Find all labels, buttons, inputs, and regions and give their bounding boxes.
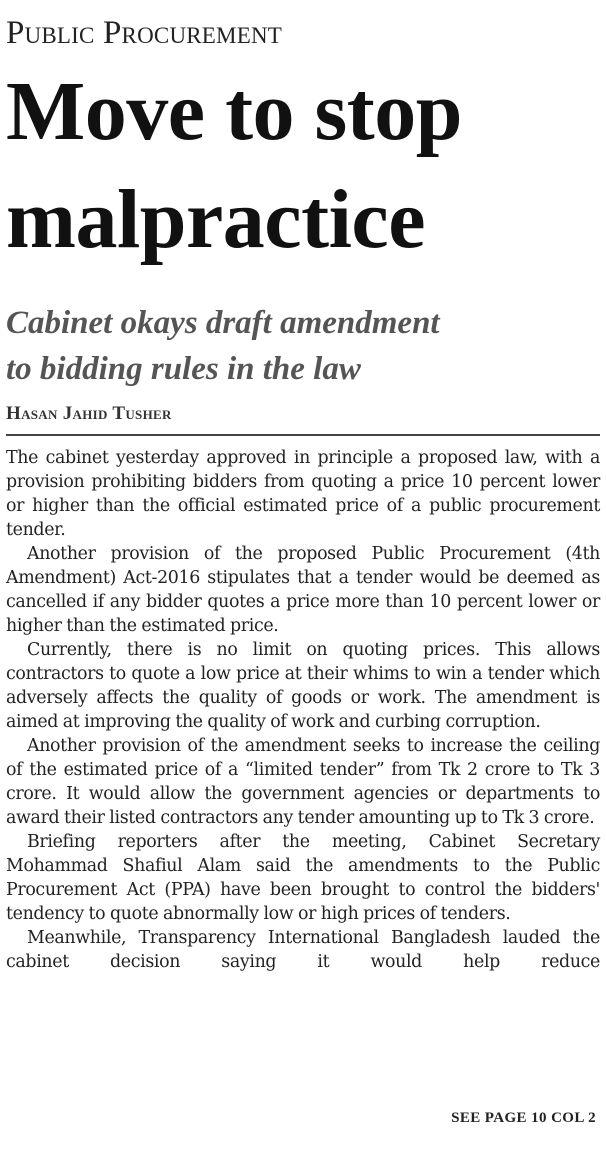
headline-line-2: malpractice xyxy=(6,173,425,266)
paragraph-2: Another provision of the proposed Public Procurement (4th Amendment) Act-2016 stipulates that a tender would be deemed as cancelled if any bidder quotes a price more than 10 percent lower or higher than the estimated price. xyxy=(6,544,600,636)
paragraph-6: Meanwhile, Transparency International Bangladesh lauded the cabinet decision saying it would help reduce xyxy=(6,928,600,972)
headline-line-1: Move to stop xyxy=(6,65,462,158)
paragraph-3: Currently, there is no limit on quoting prices. This allows contractors to quote a low price at their whims to win a tender which adversely affects the quality of goods or work. The amendment is aimed at improving the quality of work and curbing corruption. xyxy=(6,640,600,732)
byline: Hasan Jahid Tusher xyxy=(6,403,172,424)
subheadline-line-2: to bidding rules in the law xyxy=(6,351,361,387)
paragraph-4: Another provision of the amendment seeks to increase the ceiling of the estimated price of a “limited tender” from Tk 2 crore to Tk 3 crore. It would allow the government agencies or departments to award their listed contractors any tender amounting up to Tk 3 crore. xyxy=(6,736,600,828)
continued-on-page-link[interactable]: SEE PAGE 10 COL 2 xyxy=(451,1110,596,1126)
section-kicker: Public Procurement xyxy=(6,15,283,51)
divider-rule xyxy=(6,434,600,436)
paragraph-1: The cabinet yesterday approved in principle a proposed law, with a provision prohibiting bidders from quoting a price 10 percent lower or higher than the official estimated price of a public procurement tender. xyxy=(6,448,600,540)
paragraph-5: Briefing reporters after the meeting, Cabinet Secretary Mohammad Shafiul Alam said the amendments to the Public Procurement Act (PPA) have been brought to control the bidders' tendency to quote abnormally low or high prices of tenders. xyxy=(6,832,600,924)
subheadline xyxy=(6,300,600,392)
headline xyxy=(6,58,600,274)
article-body xyxy=(6,446,600,974)
subheadline-line-1: Cabinet okays draft amendment xyxy=(6,305,440,341)
